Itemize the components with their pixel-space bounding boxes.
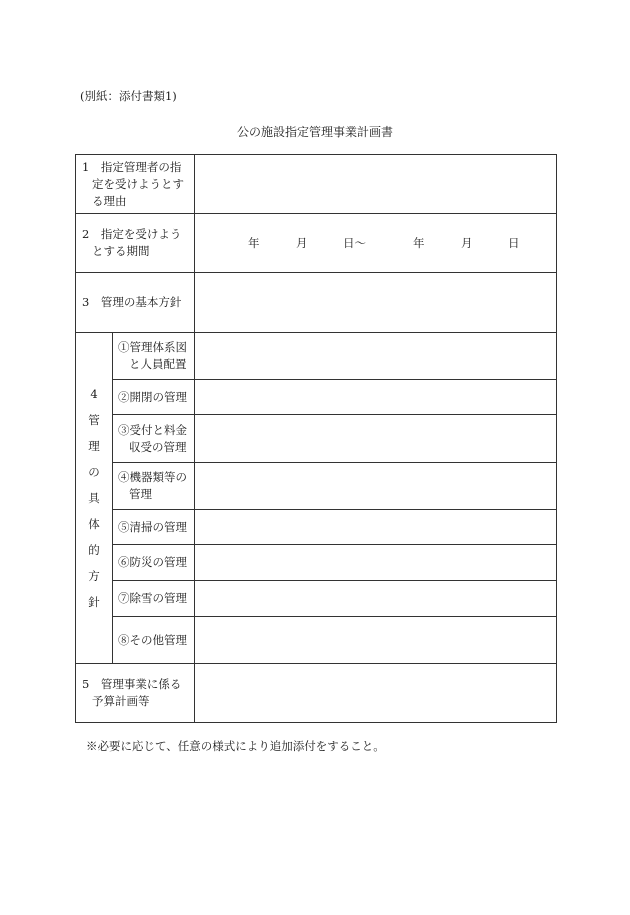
row3-label-line1: 3 管理の基本方針	[82, 295, 182, 309]
item2-line1: ②開閉の管理	[118, 389, 187, 404]
row5-label	[76, 664, 195, 723]
row1-label-line1: 1 指定管理者の指	[82, 159, 182, 174]
table-row	[76, 664, 557, 723]
table-row	[76, 545, 557, 581]
row5-field[interactable]	[195, 664, 557, 723]
item6-label	[113, 545, 195, 581]
table-row	[76, 415, 557, 463]
item7-line1: ⑦除雪の管理	[118, 591, 187, 605]
period-day-start: 日〜	[343, 236, 366, 250]
table-row	[76, 510, 557, 545]
row3-label	[76, 273, 195, 333]
item6-line1: ⑥防災の管理	[118, 555, 187, 569]
item1-label	[113, 333, 195, 380]
section4-char: 管	[88, 413, 100, 427]
section4-char: 具	[88, 491, 100, 505]
period-month-end: 月	[461, 236, 473, 250]
row3-field[interactable]	[195, 273, 557, 333]
row2-label-line2: とする期間	[92, 244, 150, 258]
section4-char: 的	[88, 543, 100, 557]
table-row	[76, 463, 557, 510]
item7-field[interactable]	[195, 581, 557, 617]
row1-label	[76, 155, 195, 214]
item2-label	[113, 380, 195, 415]
item8-line1: ⑧その他管理	[118, 632, 187, 647]
item3-label	[113, 415, 195, 463]
section4-char: 体	[88, 517, 100, 531]
plan-form-table	[75, 154, 557, 723]
section4-vertical-label	[76, 333, 113, 664]
section4-char: 理	[88, 439, 100, 453]
footnote: ※必要に応じて、任意の様式により追加添付をすること。	[86, 739, 385, 753]
section4-char: の	[88, 465, 100, 479]
item3-line2: 収受の管理	[129, 439, 187, 454]
section4-char: 方	[88, 569, 100, 583]
table-row	[76, 581, 557, 617]
period-year-start: 年	[248, 236, 260, 250]
table-row	[76, 617, 557, 664]
item5-line1: ⑤清掃の管理	[118, 519, 187, 534]
table-row	[76, 333, 557, 380]
period-field[interactable]	[195, 214, 557, 273]
item1-line1: ①管理体系図	[118, 340, 187, 354]
document-title: 公の施設指定管理事業計画書	[236, 125, 393, 139]
item3-line1: ③受付と料金	[118, 422, 187, 437]
period-month-start: 月	[296, 236, 308, 250]
period-year-end: 年	[413, 236, 425, 250]
item5-field[interactable]	[195, 510, 557, 545]
item3-field[interactable]	[195, 415, 557, 463]
item2-field[interactable]	[195, 380, 557, 415]
table-row	[76, 380, 557, 415]
row2-label	[76, 214, 195, 273]
row5-label-line2: 予算計画等	[92, 694, 150, 708]
item1-field[interactable]	[195, 333, 557, 380]
item6-field[interactable]	[195, 545, 557, 581]
row2-label-line1: 2 指定を受けよう	[82, 227, 182, 241]
row1-label-line2: 定を受けようとす	[92, 176, 184, 191]
row1-label-line3: る理由	[92, 193, 127, 208]
item1-line2: と人員配置	[129, 357, 187, 371]
section4-char: 4	[90, 387, 98, 401]
item4-field[interactable]	[195, 463, 557, 510]
row1-field[interactable]	[195, 155, 557, 214]
item4-line2: 管理	[129, 487, 152, 501]
section4-char: 針	[88, 595, 100, 609]
row5-label-line1: 5 管理事業に係る	[82, 677, 182, 691]
item4-label	[113, 463, 195, 510]
table-row	[76, 155, 557, 214]
attachment-label: (別紙：添付書類1)	[80, 89, 177, 103]
item5-label	[113, 510, 195, 545]
item8-field[interactable]	[195, 617, 557, 664]
table-row	[76, 214, 557, 273]
item4-line1: ④機器類等の	[118, 470, 187, 484]
item8-label	[113, 617, 195, 664]
table-row	[76, 273, 557, 333]
period-day-end: 日	[508, 236, 520, 250]
item7-label	[113, 581, 195, 617]
